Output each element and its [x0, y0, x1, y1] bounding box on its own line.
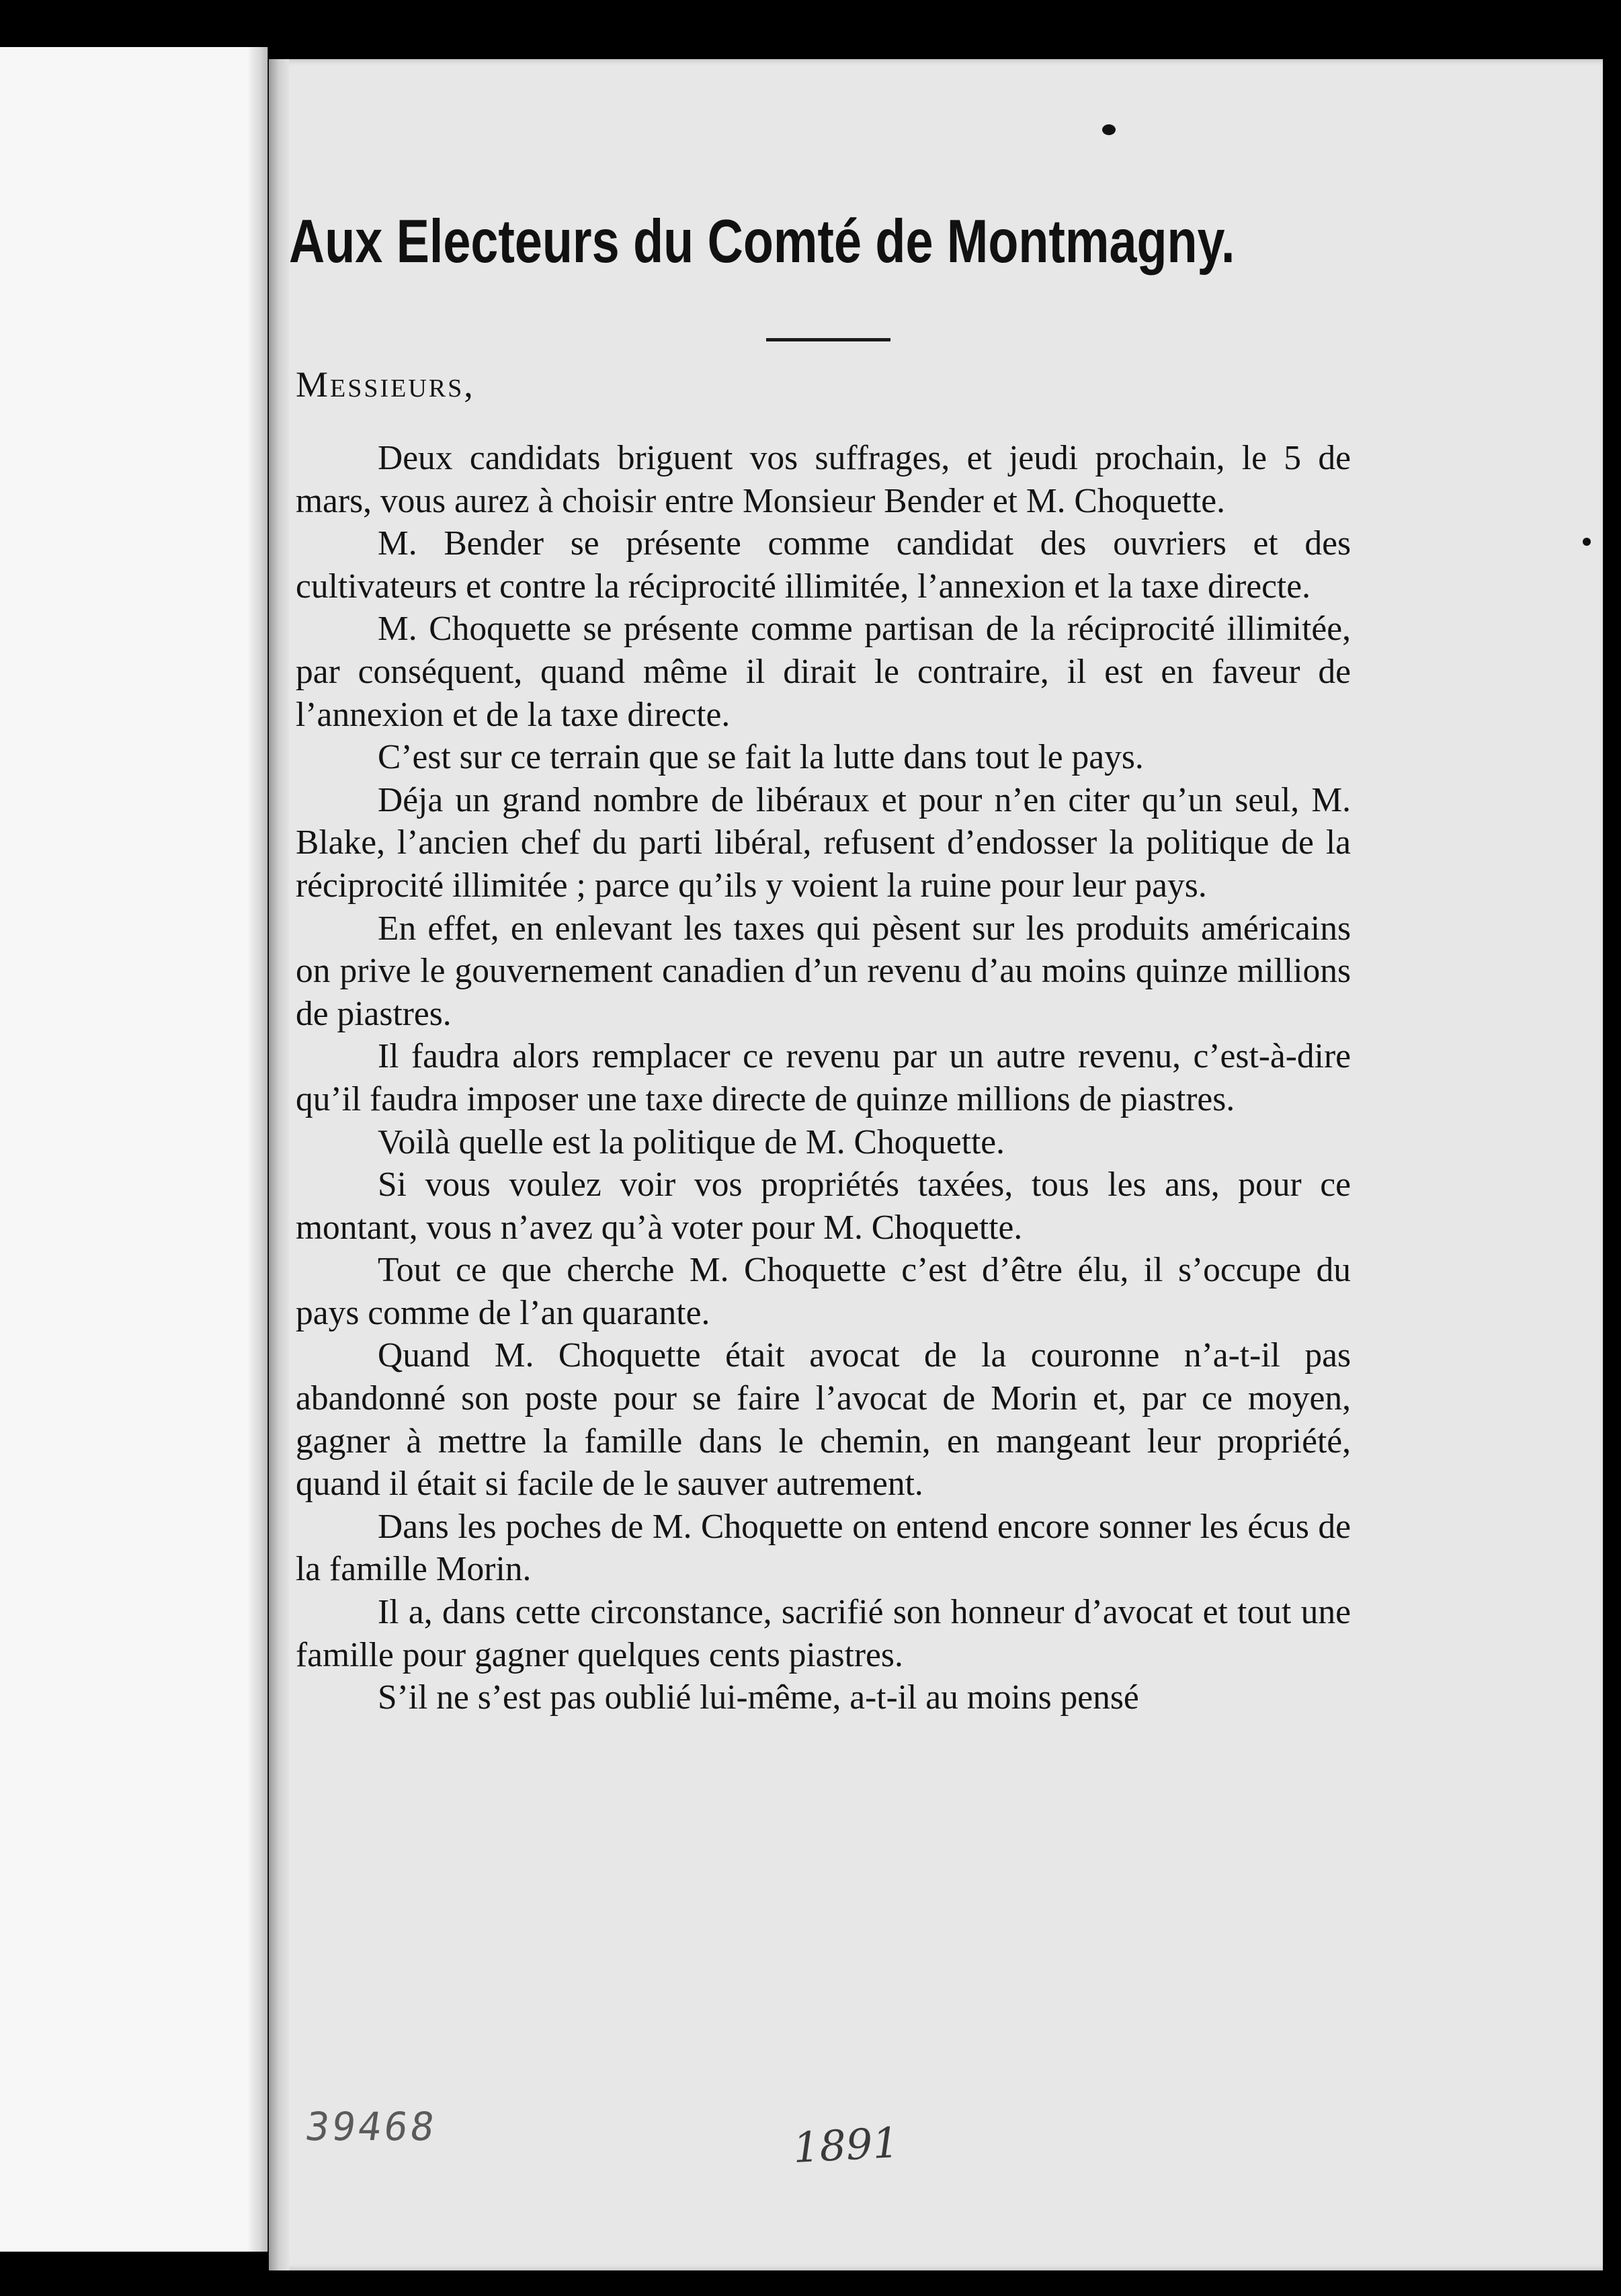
- paragraph: Il a, dans cette circonstance, sacrifié son honneur d’avocat et tout une famille pour gagner quelques cents piastres.: [296, 1593, 1351, 1674]
- paragraph: Tout ce que cherche M. Choquette c’est d’être élu, il s’occupe du pays comme de l’an quarante.: [296, 1251, 1351, 1332]
- paragraph: Il faudra alors remplacer ce revenu par un autre revenu, c’est-à-dire qu’il faudra imposer une taxe directe de quinze millions de piastres.: [296, 1037, 1351, 1118]
- paragraph: Si vous voulez voir vos propriétés taxées, tous les ans, pour ce montant, vous n’avez qu’à voter pour M. Choquette.: [296, 1165, 1351, 1247]
- paragraph: Deux candidats briguent vos suffrages, et jeudi prochain, le 5 de mars, vous aurez à choisir entre Monsieur Bender et M. Choquette.: [296, 439, 1351, 520]
- scan-speck: [1583, 538, 1591, 546]
- paragraph: S’il ne s’est pas oublié lui-même, a-t-il au moins pensé: [378, 1678, 1139, 1717]
- paragraph: M. Choquette se présente comme partisan de la réciprocité illimitée, par conséquent, quand même il dirait le contraire, il est en faveur de l’annexion et de la taxe directe.: [296, 610, 1351, 734]
- paragraph: Déja un grand nombre de libéraux et pour n’en citer qu’un seul, M. Blake, l’ancien chef du parti libéral, refusent d’endosser la politique de la réciprocité illimitée ; parce qu’ils y voient la ruine pour leur pays.: [296, 780, 1351, 905]
- handwritten-year: 1891: [792, 2117, 901, 2173]
- left-blank-page: [0, 47, 268, 2252]
- document-title: Aux Electeurs du Comté de Montmagny.: [289, 208, 1235, 276]
- paragraph: C’est sur ce terrain que se fait la lutte dans tout le pays.: [378, 738, 1144, 777]
- paragraph: En effet, en enlevant les taxes qui pèsent sur les produits américains on prive le gouvernement canadien d’un revenu d’au moins quinze millions de piastres.: [296, 909, 1351, 1033]
- body-text: [296, 437, 1351, 1719]
- paragraph: M. Bender se présente comme candidat des ouvriers et des cultivateurs et contre la réciprocité illimitée, l’annexion et la taxe directe.: [296, 524, 1351, 606]
- page-fold-shadow: [249, 47, 267, 2252]
- scan-speck: [1102, 124, 1116, 135]
- paragraph: Quand M. Choquette était avocat de la couronne n’a-t-il pas abandonné son poste pour se faire l’avocat de Morin et, par ce moyen, gagner à mettre la famille dans le chemin, en mangeant leur propriété, quand il était si facile de le sauver autrement.: [296, 1336, 1351, 1504]
- handwritten-catalog-number: 39468: [302, 2104, 440, 2149]
- paragraph: Dans les poches de M. Choquette on entend encore sonner les écus de la famille Morin.: [296, 1507, 1351, 1589]
- title-divider: [766, 338, 890, 341]
- paragraph: Voilà quelle est la politique de M. Choquette.: [378, 1122, 1005, 1161]
- salutation: Messieurs,: [296, 364, 475, 405]
- binding-edge: [269, 59, 289, 2270]
